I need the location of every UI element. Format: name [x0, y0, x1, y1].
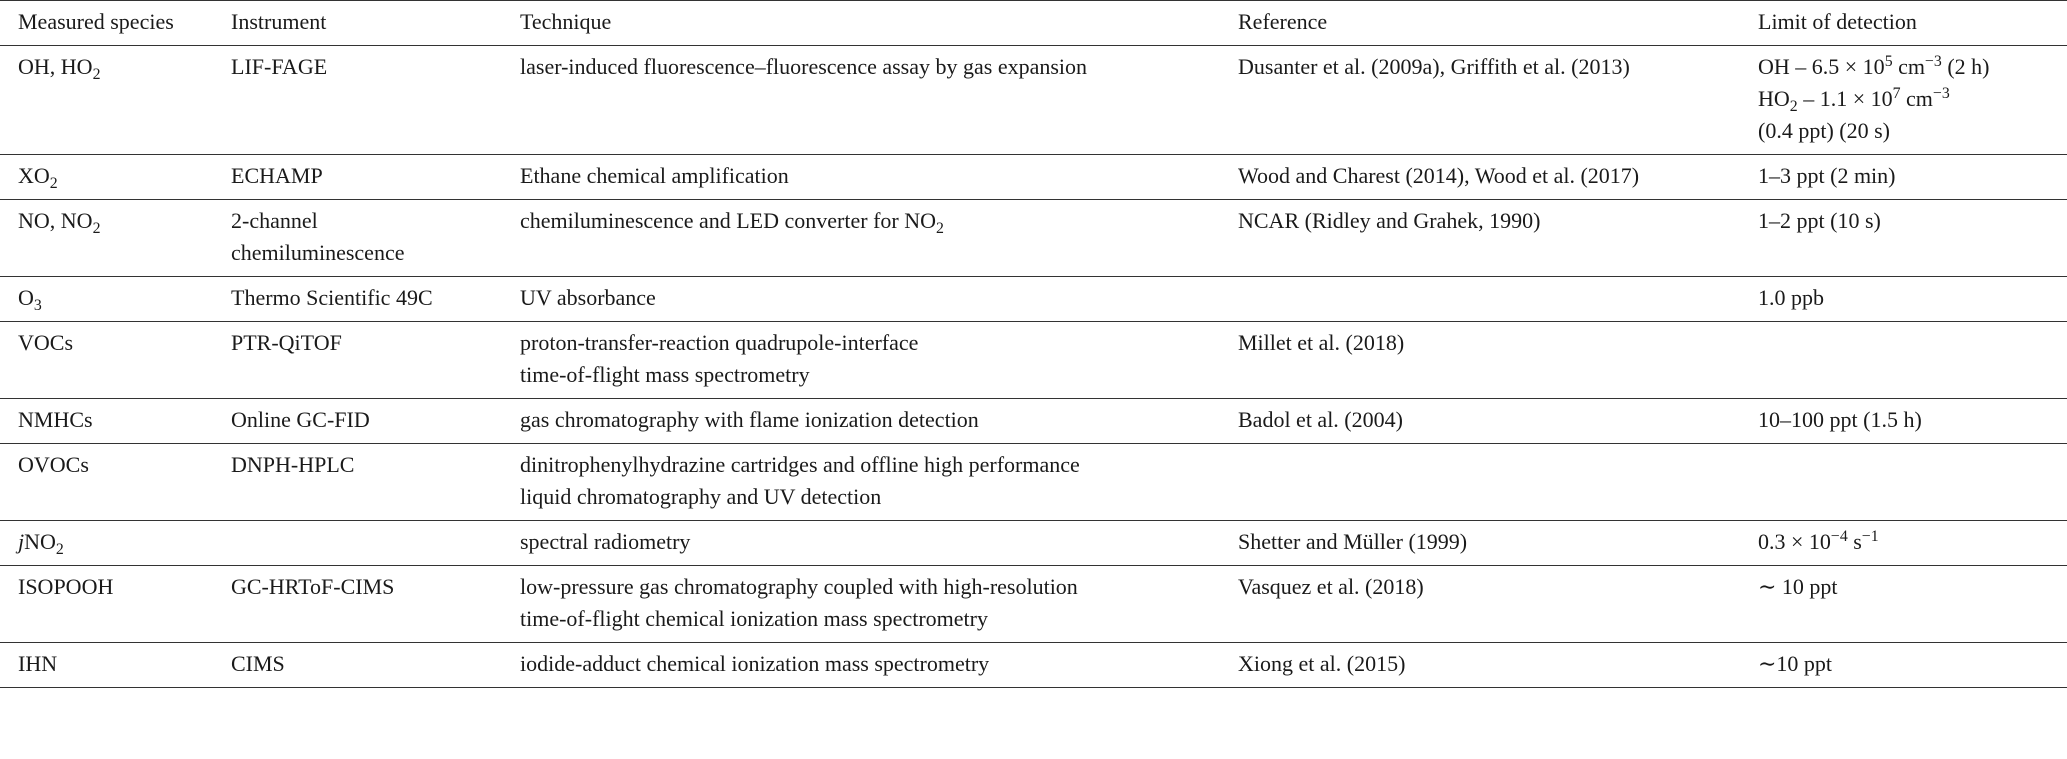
species-base: NMHCs	[18, 407, 93, 432]
technique-line: dinitrophenylhydrazine cartridges and offline high performance	[520, 452, 1080, 477]
instrument-line: 2-channel	[231, 208, 318, 233]
reference-cell	[1238, 444, 1758, 521]
table-row	[0, 46, 2067, 155]
header-instrument: Instrument	[231, 9, 327, 34]
lod-line: (0.4 ppt) (20 s)	[1758, 118, 1890, 143]
instrument-cell: DNPH-HPLC	[231, 452, 355, 477]
technique-cell: gas chromatography with flame ionization detection	[520, 407, 979, 432]
lod-unit-exponent: −3	[1925, 53, 1942, 71]
reference-cell: Badol et al. (2004)	[1238, 407, 1403, 432]
instrument-cell: ECHAMP	[231, 163, 323, 188]
lod-cell	[1758, 444, 2067, 521]
species-subscript: 2	[49, 174, 58, 192]
technique-line: time-of-flight mass spectrometry	[520, 362, 810, 387]
technique-cell	[520, 322, 1238, 399]
header-technique: Technique	[520, 9, 612, 34]
instrument-cell: LIF-FAGE	[231, 54, 328, 79]
table-row	[0, 322, 2067, 399]
reference-cell: Millet et al. (2018)	[1238, 330, 1405, 355]
species-base: O	[18, 285, 34, 310]
reference-cell: NCAR (Ridley and Grahek, 1990)	[1238, 208, 1541, 233]
technique-cell: Ethane chemical amplification	[520, 163, 789, 188]
lod-unit: s	[1847, 529, 1862, 554]
technique-line: liquid chromatography and UV detection	[520, 484, 882, 509]
lod-text: 0.3 × 10	[1758, 529, 1831, 554]
lod-line	[1758, 83, 2067, 115]
lod-text: OH – 6.5 × 10	[1758, 54, 1885, 79]
table-row	[0, 521, 2067, 566]
header-row	[0, 1, 2067, 46]
instrument-cell: PTR-QiTOF	[231, 330, 342, 355]
technique-cell	[520, 566, 1238, 643]
lod-cell	[1758, 322, 2067, 399]
species-base: NO, NO	[18, 208, 93, 233]
lod-cell: 1–2 ppt (10 s)	[1758, 208, 1881, 233]
species-cell	[0, 521, 231, 566]
header-measured-species: Measured species	[18, 9, 174, 34]
instrument-cell: GC-HRToF-CIMS	[231, 574, 395, 599]
technique-cell: iodide-adduct chemical ionization mass spectrometry	[520, 651, 990, 676]
header-limit-of-detection: Limit of detection	[1758, 9, 1917, 34]
species-italic-prefix: j	[18, 529, 25, 554]
species-cell	[0, 322, 231, 399]
species-cell	[0, 444, 231, 521]
technique-line: time-of-flight chemical ionization mass spectrometry	[520, 606, 988, 631]
lod-cell: 10–100 ppt (1.5 h)	[1758, 407, 1922, 432]
instrument-cell	[231, 200, 520, 277]
table-header	[0, 1, 2067, 46]
species-subscript: 3	[33, 296, 42, 314]
reference-cell: Dusanter et al. (2009a), Griffith et al. (2013)	[1238, 54, 1630, 79]
table-row	[0, 277, 2067, 322]
species-cell	[0, 200, 231, 277]
lod-text: (2 h)	[1941, 54, 1990, 79]
reference-cell: Vasquez et al. (2018)	[1238, 574, 1424, 599]
species-cell	[0, 566, 231, 643]
reference-cell: Xiong et al. (2015)	[1238, 651, 1406, 676]
instrument-cell: CIMS	[231, 651, 285, 676]
technique-cell	[520, 200, 1238, 277]
reference-cell	[1238, 277, 1758, 322]
lod-text: – 1.1 × 10	[1797, 86, 1893, 111]
technique-cell: UV absorbance	[520, 285, 656, 310]
species-subscript: 2	[92, 219, 101, 237]
lod-exponent: 7	[1892, 85, 1901, 103]
technique-line: low-pressure gas chromatography coupled with high-resolution	[520, 574, 1078, 599]
species-subscript: 2	[55, 540, 64, 558]
table-row	[0, 643, 2067, 688]
lod-unit: cm	[1892, 54, 1925, 79]
lod-cell: ∼ 10 ppt	[1758, 574, 1838, 599]
table-row	[0, 399, 2067, 444]
instrument-cell: Thermo Scientific 49C	[231, 285, 433, 310]
lod-unit-exponent: −1	[1861, 528, 1879, 546]
reference-cell: Shetter and Müller (1999)	[1238, 529, 1468, 554]
species-cell	[0, 155, 231, 200]
table-row	[0, 566, 2067, 643]
species-base: IHN	[18, 651, 58, 676]
species-cell	[0, 46, 231, 155]
technique-cell: laser-induced fluorescence–fluorescence assay by gas expansion	[520, 54, 1088, 79]
technique-text: chemiluminescence and LED converter for NO	[520, 208, 936, 233]
species-cell	[0, 399, 231, 444]
lod-cell	[1758, 521, 2067, 566]
lod-unit: cm	[1900, 86, 1933, 111]
lod-cell: 1–3 ppt (2 min)	[1758, 163, 1896, 188]
lod-cell: ∼10 ppt	[1758, 651, 1833, 676]
species-subscript: 2	[92, 65, 101, 83]
instrument-cell: Online GC-FID	[231, 407, 370, 432]
species-base: ISOPOOH	[18, 574, 114, 599]
species-base: OVOCs	[18, 452, 89, 477]
header-reference: Reference	[1238, 9, 1328, 34]
lod-cell: 1.0 ppb	[1758, 285, 1824, 310]
species-base: XO	[18, 163, 50, 188]
species-base: VOCs	[18, 330, 74, 355]
technique-subscript: 2	[936, 219, 944, 237]
lod-exponent: 5	[1884, 53, 1893, 71]
instrument-cell	[231, 521, 520, 566]
technique-line: proton-transfer-reaction quadrupole-interface	[520, 330, 919, 355]
lod-line	[1758, 51, 2067, 83]
instrument-line: chemiluminescence	[231, 240, 405, 265]
technique-cell: spectral radiometry	[520, 529, 691, 554]
lod-subscript: 2	[1789, 97, 1798, 115]
lod-text: HO	[1758, 86, 1790, 111]
species-cell	[0, 643, 231, 688]
lod-unit-exponent: −3	[1932, 85, 1950, 103]
table-body	[0, 46, 2067, 688]
lod-cell	[1758, 46, 2067, 155]
table-row	[0, 444, 2067, 521]
reference-cell: Wood and Charest (2014), Wood et al. (2017)	[1238, 163, 1640, 188]
species-base: NO	[24, 529, 56, 554]
technique-cell	[520, 444, 1238, 521]
species-cell	[0, 277, 231, 322]
species-base: OH, HO	[18, 54, 93, 79]
lod-exponent: −4	[1830, 528, 1848, 546]
table-row	[0, 155, 2067, 200]
table-row	[0, 200, 2067, 277]
